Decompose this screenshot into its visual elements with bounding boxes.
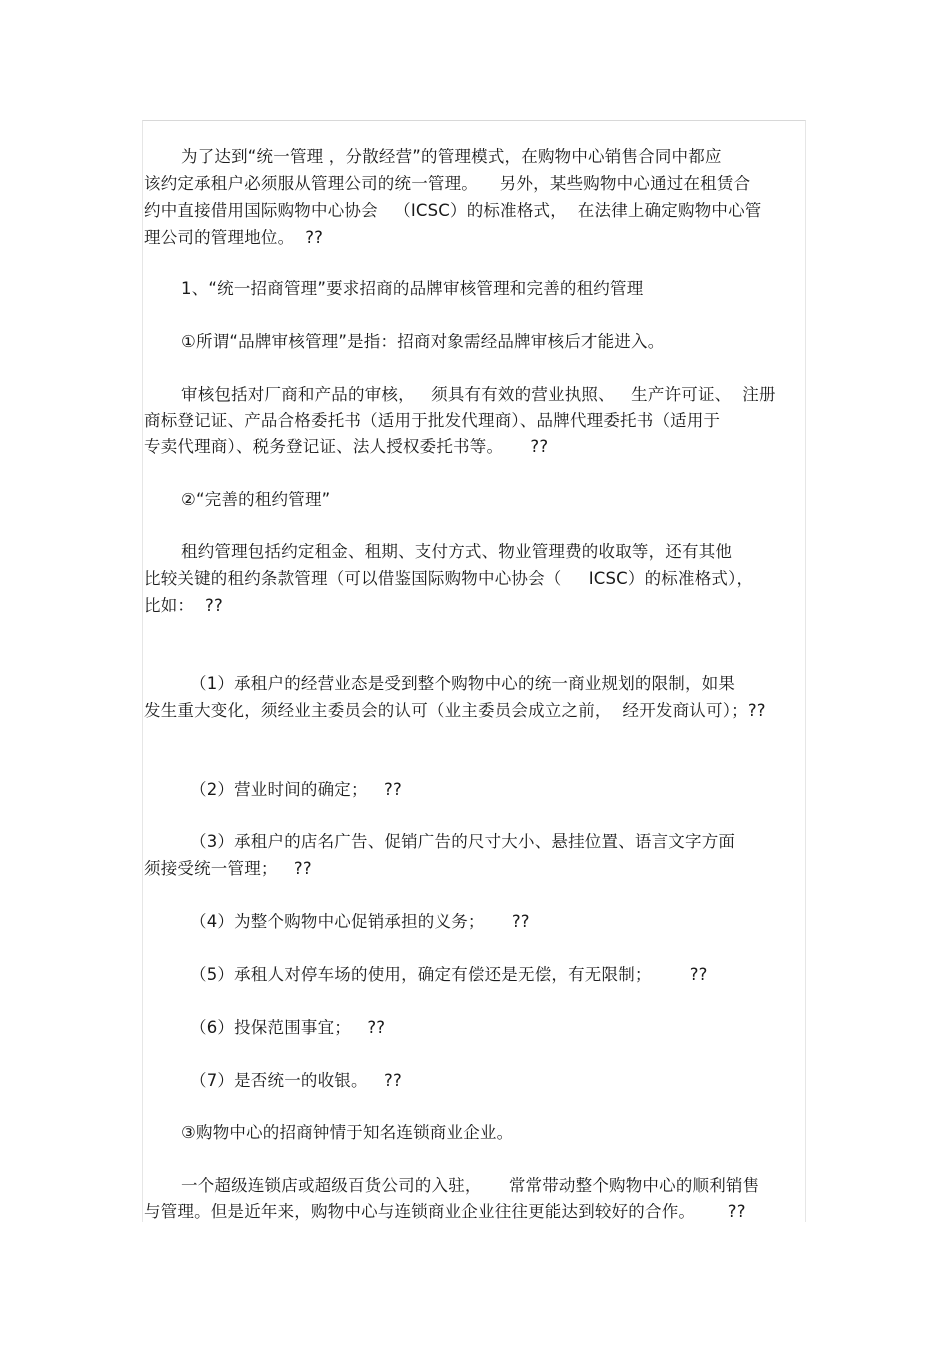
subsection-heading: ①所谓“品牌审核管理”是指：招商对象需经品牌审核后才能进入。	[181, 332, 665, 351]
text-line: 与管理。但是近年来，购物中心与连锁商业企业往往更能达到较好的合作。 ??	[144, 1202, 746, 1221]
list-item: （5）承租人对停车场的使用，确定有偿还是无偿，有无限制； ??	[190, 965, 708, 984]
list-item: （3）承租户的店名广告、促销广告的尺寸大小、悬挂位置、语言文字方面	[190, 832, 736, 851]
list-item: （4）为整个购物中心促销承担的义务； ??	[190, 912, 530, 931]
list-item: （2）营业时间的确定； ??	[190, 780, 402, 799]
list-item: （7）是否统一的收银。 ??	[190, 1071, 402, 1090]
text-line: 约中直接借用国际购物中心协会 （ICSC）的标准格式， 在法律上确定购物中心管	[144, 201, 762, 220]
text-line: 比如： ??	[144, 596, 223, 615]
text-line: 专卖代理商）、税务登记证、法人授权委托书等。 ??	[144, 437, 549, 456]
list-item: （6）投保范围事宜； ??	[190, 1018, 386, 1037]
text-line: 该约定承租户必须服从管理公司的统一管理。 另外，某些购物中心通过在租赁合	[144, 174, 751, 193]
text-line: 比较关键的租约条款管理（可以借鉴国际购物中心协会（ ICSC）的标准格式），	[144, 569, 754, 588]
list-item-continuation: 须接受统一管理； ??	[144, 859, 312, 878]
text-line: 为了达到“统一管理 ，分散经营”的管理模式，在购物中心销售合同中都应	[181, 147, 722, 166]
section-heading: 1、“统一招商管理”要求招商的品牌审核管理和完善的租约管理	[181, 279, 644, 298]
subsection-heading: ③购物中心的招商钟情于知名连锁商业企业。	[181, 1123, 514, 1142]
text-line: 理公司的管理地位。 ??	[144, 228, 324, 247]
text-line: 租约管理包括约定租金、租期、支付方式、物业管理费的收取等，还有其他	[181, 542, 733, 561]
list-item-continuation: 发生重大变化，须经业主委员会的认可（业主委员会成立之前， 经开发商认可）；??	[144, 701, 766, 720]
text-line: 商标登记证、产品合格委托书（适用于批发代理商）、品牌代理委托书（适用于	[144, 411, 721, 430]
text-line: 一个超级连锁店或超级百货公司的入驻， 常常带动整个购物中心的顺利销售	[181, 1176, 760, 1195]
subsection-heading: ②“完善的租约管理”	[181, 490, 331, 509]
text-line: 审核包括对厂商和产品的审核， 须具有有效的营业执照、 生产许可证、 注册	[181, 385, 776, 404]
list-item: （1）承租户的经营业态是受到整个购物中心的统一商业规划的限制，如果	[190, 674, 736, 693]
